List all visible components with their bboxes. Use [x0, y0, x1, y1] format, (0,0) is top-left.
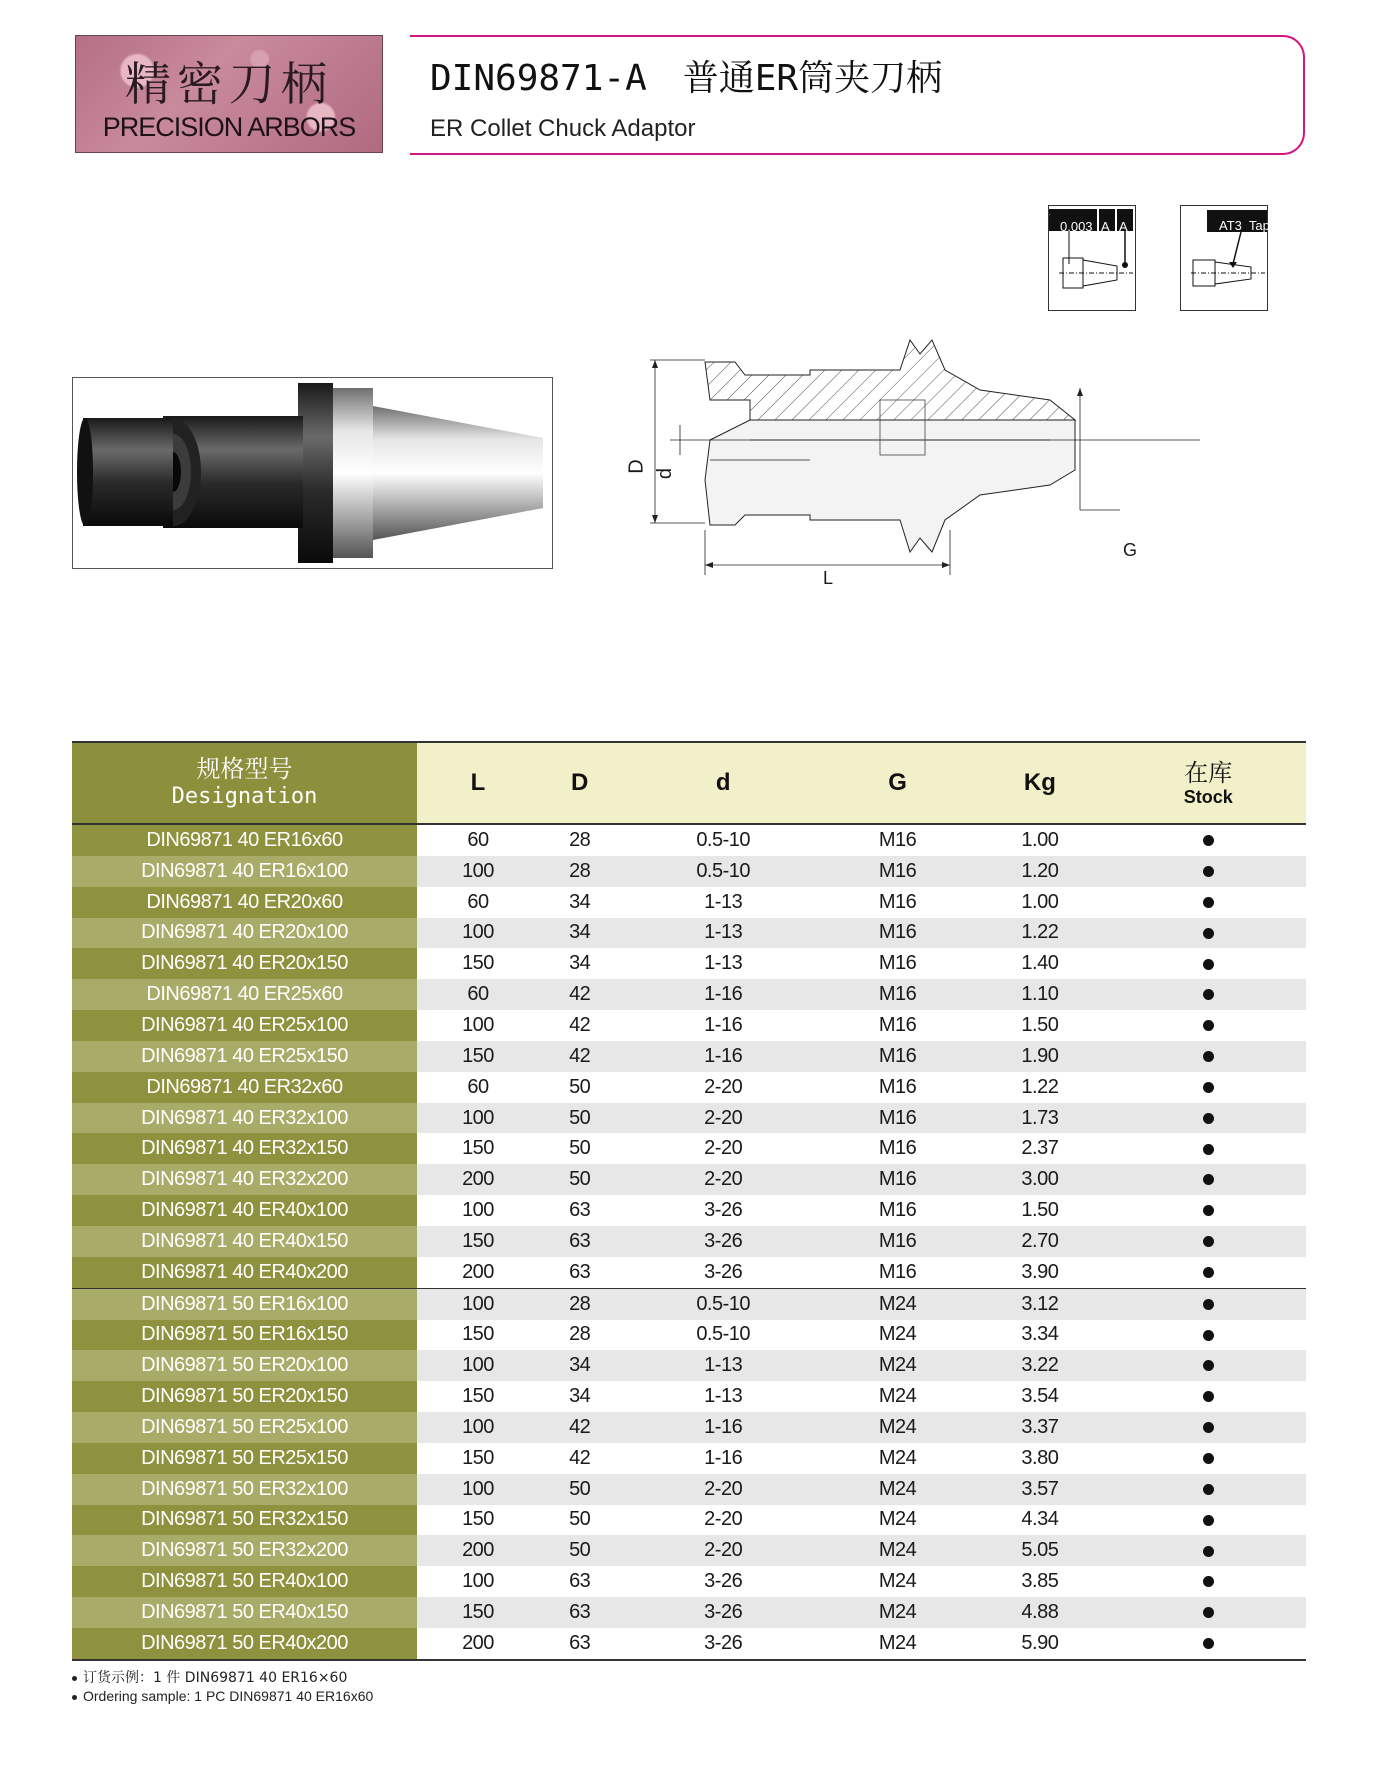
stock-cell	[1111, 1350, 1306, 1381]
stock-cell	[1111, 1505, 1306, 1536]
designation-cell: DIN69871 40 ER40x150	[72, 1226, 417, 1257]
dimension-label-L: L	[823, 568, 834, 588]
stock-cell	[1111, 1164, 1306, 1195]
spec-table-body	[72, 824, 1306, 1660]
in-stock-dot-icon	[1203, 1299, 1214, 1310]
table-row	[72, 1226, 1306, 1257]
d-outer-cell: 63	[539, 1257, 620, 1288]
d-outer-cell: 34	[539, 1381, 620, 1412]
g-cell: M24	[826, 1597, 969, 1628]
kg-cell: 2.70	[969, 1226, 1110, 1257]
d-outer-cell: 28	[539, 1288, 620, 1319]
in-stock-dot-icon	[1203, 1113, 1214, 1124]
ordering-notes	[72, 1668, 373, 1705]
table-row	[72, 1597, 1306, 1628]
kg-cell: 3.37	[969, 1412, 1110, 1443]
l-cell: 60	[417, 979, 539, 1010]
d-range-cell: 3-26	[620, 1226, 826, 1257]
d-range-cell: 0.5-10	[620, 824, 826, 856]
table-row	[72, 1010, 1306, 1041]
l-cell: 150	[417, 1226, 539, 1257]
in-stock-dot-icon	[1203, 1267, 1214, 1278]
d-range-cell: 3-26	[620, 1628, 826, 1660]
kg-cell: 3.22	[969, 1350, 1110, 1381]
g-cell: M16	[826, 1133, 969, 1164]
d-range-cell: 2-20	[620, 1474, 826, 1505]
g-cell: M24	[826, 1381, 969, 1412]
d-outer-cell: 34	[539, 948, 620, 979]
l-cell: 150	[417, 1041, 539, 1072]
in-stock-dot-icon	[1203, 1484, 1214, 1495]
l-cell: 150	[417, 948, 539, 979]
table-row	[72, 979, 1306, 1010]
in-stock-dot-icon	[1203, 1205, 1214, 1216]
l-cell: 100	[417, 1412, 539, 1443]
l-cell: 100	[417, 1566, 539, 1597]
kg-cell: 1.00	[969, 824, 1110, 856]
d-range-cell: 0.5-10	[620, 856, 826, 887]
d-outer-cell: 42	[539, 979, 620, 1010]
in-stock-dot-icon	[1203, 1638, 1214, 1649]
in-stock-dot-icon	[1203, 1576, 1214, 1587]
table-row	[72, 918, 1306, 949]
page-subtitle: ER Collet Chuck Adaptor	[430, 115, 696, 142]
g-cell: M24	[826, 1474, 969, 1505]
kg-cell: 1.20	[969, 856, 1110, 887]
g-cell: M16	[826, 979, 969, 1010]
designation-cell: DIN69871 50 ER40x100	[72, 1566, 417, 1597]
table-row	[72, 824, 1306, 856]
col-header-L: L	[417, 742, 539, 824]
in-stock-dot-icon	[1203, 1422, 1214, 1433]
spec-table	[72, 741, 1306, 1661]
designation-cell: DIN69871 50 ER32x150	[72, 1505, 417, 1536]
in-stock-dot-icon	[1203, 1082, 1214, 1093]
l-cell: 60	[417, 887, 539, 918]
in-stock-dot-icon	[1203, 1174, 1214, 1185]
col-header-stock: 在库 Stock	[1111, 742, 1306, 824]
stock-cell	[1111, 1226, 1306, 1257]
runout-value: 0.003	[1060, 219, 1093, 234]
kg-cell: 3.80	[969, 1443, 1110, 1474]
l-cell: 100	[417, 1195, 539, 1226]
designation-cell: DIN69871 40 ER32x150	[72, 1133, 417, 1164]
taper-symbol-box	[1180, 205, 1282, 311]
g-cell: M16	[826, 948, 969, 979]
kg-cell: 1.73	[969, 1103, 1110, 1134]
designation-cell: DIN69871 50 ER20x150	[72, 1381, 417, 1412]
d-outer-cell: 50	[539, 1164, 620, 1195]
designation-cell: DIN69871 50 ER25x100	[72, 1412, 417, 1443]
table-row	[72, 1103, 1306, 1134]
kg-cell: 1.22	[969, 918, 1110, 949]
table-row	[72, 887, 1306, 918]
designation-cell: DIN69871 40 ER20x100	[72, 918, 417, 949]
kg-cell: 3.34	[969, 1320, 1110, 1351]
stock-cell	[1111, 1195, 1306, 1226]
d-range-cell: 3-26	[620, 1257, 826, 1288]
designation-cell: DIN69871 50 ER32x100	[72, 1474, 417, 1505]
d-range-cell: 1-16	[620, 1412, 826, 1443]
l-cell: 100	[417, 918, 539, 949]
g-cell: M24	[826, 1505, 969, 1536]
table-row	[72, 1133, 1306, 1164]
stock-cell	[1111, 979, 1306, 1010]
designation-cell: DIN69871 40 ER32x60	[72, 1072, 417, 1103]
d-range-cell: 1-16	[620, 1010, 826, 1041]
designation-cell: DIN69871 40 ER32x200	[72, 1164, 417, 1195]
d-range-cell: 0.5-10	[620, 1320, 826, 1351]
ordering-sample-cn: 订货示例：1 件 DIN69871 40 ER16×60	[83, 1670, 348, 1686]
col-header-D: D	[539, 742, 620, 824]
kg-cell: 1.10	[969, 979, 1110, 1010]
g-cell: M16	[826, 1257, 969, 1288]
d-outer-cell: 28	[539, 1320, 620, 1351]
g-cell: M24	[826, 1320, 969, 1351]
stock-cell	[1111, 1597, 1306, 1628]
table-header-row	[72, 742, 1306, 824]
stock-cell	[1111, 1072, 1306, 1103]
in-stock-dot-icon	[1203, 1020, 1214, 1031]
kg-cell: 1.40	[969, 948, 1110, 979]
d-outer-cell: 63	[539, 1597, 620, 1628]
table-row	[72, 1381, 1306, 1412]
l-cell: 200	[417, 1535, 539, 1566]
designation-cell: DIN69871 50 ER25x150	[72, 1443, 417, 1474]
kg-cell: 1.22	[969, 1072, 1110, 1103]
in-stock-dot-icon	[1203, 1360, 1214, 1371]
d-outer-cell: 42	[539, 1443, 620, 1474]
l-cell: 100	[417, 856, 539, 887]
kg-cell: 4.88	[969, 1597, 1110, 1628]
designation-cell: DIN69871 40 ER20x60	[72, 887, 417, 918]
stock-cell	[1111, 1535, 1306, 1566]
d-range-cell: 2-20	[620, 1535, 826, 1566]
l-cell: 150	[417, 1505, 539, 1536]
l-cell: 100	[417, 1010, 539, 1041]
table-row	[72, 1041, 1306, 1072]
l-cell: 100	[417, 1103, 539, 1134]
stock-cell	[1111, 1412, 1306, 1443]
designation-cell: DIN69871 40 ER16x60	[72, 824, 417, 856]
g-cell: M24	[826, 1443, 969, 1474]
kg-cell: 3.54	[969, 1381, 1110, 1412]
g-cell: M24	[826, 1288, 969, 1319]
l-cell: 150	[417, 1381, 539, 1412]
kg-cell: 1.90	[969, 1041, 1110, 1072]
stock-cell	[1111, 1257, 1306, 1288]
g-cell: M16	[826, 824, 969, 856]
l-cell: 150	[417, 1133, 539, 1164]
designation-cell: DIN69871 40 ER20x150	[72, 948, 417, 979]
table-row	[72, 1628, 1306, 1660]
dimension-label-D: D	[625, 459, 648, 474]
d-outer-cell: 42	[539, 1412, 620, 1443]
kg-cell: 3.57	[969, 1474, 1110, 1505]
d-outer-cell: 34	[539, 918, 620, 949]
d-range-cell: 2-20	[620, 1164, 826, 1195]
datum-a-label-2: A	[1119, 219, 1128, 234]
g-cell: M16	[826, 1195, 969, 1226]
in-stock-dot-icon	[1203, 989, 1214, 1000]
in-stock-dot-icon	[1203, 928, 1214, 939]
d-outer-cell: 63	[539, 1628, 620, 1660]
l-cell: 60	[417, 824, 539, 856]
stock-cell	[1111, 1133, 1306, 1164]
product-photo	[72, 377, 553, 569]
d-range-cell: 1-13	[620, 1350, 826, 1381]
page-title: DIN69871-A 普通ER筒夹刀柄	[430, 58, 943, 99]
d-range-cell: 2-20	[620, 1133, 826, 1164]
in-stock-dot-icon	[1203, 897, 1214, 908]
d-range-cell: 2-20	[620, 1103, 826, 1134]
dimension-label-d: d	[654, 467, 677, 480]
table-row	[72, 1350, 1306, 1381]
table-row	[72, 1320, 1306, 1351]
g-cell: M16	[826, 1226, 969, 1257]
d-range-cell: 3-26	[620, 1566, 826, 1597]
designation-header: 规格型号 Designation	[72, 742, 417, 824]
g-cell: M16	[826, 1164, 969, 1195]
table-row	[72, 1535, 1306, 1566]
stock-cell	[1111, 856, 1306, 887]
in-stock-dot-icon	[1203, 1607, 1214, 1618]
in-stock-dot-icon	[1203, 1051, 1214, 1062]
designation-cell: DIN69871 40 ER25x150	[72, 1041, 417, 1072]
stock-cell	[1111, 1288, 1306, 1319]
dimension-label-G: G	[1123, 540, 1138, 560]
g-cell: M24	[826, 1566, 969, 1597]
designation-cell: DIN69871 40 ER16x100	[72, 856, 417, 887]
d-range-cell: 2-20	[620, 1505, 826, 1536]
d-range-cell: 3-26	[620, 1597, 826, 1628]
d-range-cell: 2-20	[620, 1072, 826, 1103]
l-cell: 150	[417, 1320, 539, 1351]
stock-cell	[1111, 1041, 1306, 1072]
g-cell: M16	[826, 1041, 969, 1072]
l-cell: 150	[417, 1443, 539, 1474]
stock-cell	[1111, 1320, 1306, 1351]
g-cell: M16	[826, 1072, 969, 1103]
in-stock-dot-icon	[1203, 1546, 1214, 1557]
in-stock-dot-icon	[1203, 959, 1214, 970]
taper-label: AT3 Taper	[1219, 218, 1282, 233]
table-row	[72, 1257, 1306, 1288]
designation-cell: DIN69871 50 ER16x100	[72, 1288, 417, 1319]
kg-cell: 3.90	[969, 1257, 1110, 1288]
runout-symbol-box	[1048, 205, 1136, 311]
d-outer-cell: 50	[539, 1535, 620, 1566]
l-cell: 200	[417, 1257, 539, 1288]
kg-cell: 5.90	[969, 1628, 1110, 1660]
l-cell: 100	[417, 1474, 539, 1505]
d-range-cell: 1-13	[620, 918, 826, 949]
d-range-cell: 0.5-10	[620, 1288, 826, 1319]
d-range-cell: 1-16	[620, 979, 826, 1010]
designation-cell: DIN69871 40 ER40x100	[72, 1195, 417, 1226]
table-row	[72, 1443, 1306, 1474]
table-row	[72, 1164, 1306, 1195]
d-outer-cell: 63	[539, 1226, 620, 1257]
collet-chuck-image	[73, 378, 552, 568]
in-stock-dot-icon	[1203, 1391, 1214, 1402]
d-outer-cell: 50	[539, 1505, 620, 1536]
col-header-d: d	[620, 742, 826, 824]
table-row	[72, 1412, 1306, 1443]
col-header-kg: Kg	[969, 742, 1110, 824]
stock-cell	[1111, 1628, 1306, 1660]
designation-cell: DIN69871 40 ER32x100	[72, 1103, 417, 1134]
stock-cell	[1111, 1010, 1306, 1041]
kg-cell: 3.12	[969, 1288, 1110, 1319]
designation-cell: DIN69871 40 ER40x200	[72, 1257, 417, 1288]
table-row	[72, 1195, 1306, 1226]
stock-cell	[1111, 948, 1306, 979]
table-row	[72, 948, 1306, 979]
brand-logo	[75, 35, 383, 153]
kg-cell: 4.34	[969, 1505, 1110, 1536]
d-outer-cell: 50	[539, 1133, 620, 1164]
designation-cell: DIN69871 50 ER20x100	[72, 1350, 417, 1381]
l-cell: 200	[417, 1164, 539, 1195]
table-row	[72, 1566, 1306, 1597]
g-cell: M16	[826, 918, 969, 949]
kg-cell: 5.05	[969, 1535, 1110, 1566]
g-cell: M24	[826, 1412, 969, 1443]
d-outer-cell: 63	[539, 1195, 620, 1226]
table-row	[72, 1474, 1306, 1505]
designation-cell: DIN69871 40 ER25x60	[72, 979, 417, 1010]
kg-cell: 1.50	[969, 1195, 1110, 1226]
technical-drawing	[610, 330, 1210, 620]
datum-a-label: A	[1101, 219, 1110, 234]
g-cell: M16	[826, 887, 969, 918]
kg-cell: 1.50	[969, 1010, 1110, 1041]
stock-cell	[1111, 1474, 1306, 1505]
designation-cell: DIN69871 50 ER32x200	[72, 1535, 417, 1566]
in-stock-dot-icon	[1203, 1515, 1214, 1526]
kg-cell: 2.37	[969, 1133, 1110, 1164]
g-cell: M16	[826, 1010, 969, 1041]
g-cell: M24	[826, 1628, 969, 1660]
g-cell: M16	[826, 856, 969, 887]
l-cell: 100	[417, 1350, 539, 1381]
d-outer-cell: 42	[539, 1010, 620, 1041]
stock-cell	[1111, 887, 1306, 918]
d-outer-cell: 50	[539, 1474, 620, 1505]
l-cell: 60	[417, 1072, 539, 1103]
d-range-cell: 1-16	[620, 1041, 826, 1072]
d-outer-cell: 50	[539, 1072, 620, 1103]
d-range-cell: 1-16	[620, 1443, 826, 1474]
g-cell: M24	[826, 1350, 969, 1381]
runout-diagram-icon	[1049, 206, 1135, 310]
table-row	[72, 1072, 1306, 1103]
d-range-cell: 3-26	[620, 1195, 826, 1226]
d-outer-cell: 28	[539, 856, 620, 887]
designation-cell: DIN69871 50 ER40x200	[72, 1628, 417, 1660]
d-range-cell: 1-13	[620, 887, 826, 918]
kg-cell: 1.00	[969, 887, 1110, 918]
d-range-cell: 1-13	[620, 1381, 826, 1412]
table-row	[72, 1505, 1306, 1536]
d-outer-cell: 63	[539, 1566, 620, 1597]
kg-cell: 3.00	[969, 1164, 1110, 1195]
stock-cell	[1111, 1381, 1306, 1412]
stock-cell	[1111, 1443, 1306, 1474]
stock-cell	[1111, 1103, 1306, 1134]
designation-cell: DIN69871 50 ER40x150	[72, 1597, 417, 1628]
designation-cell: DIN69871 50 ER16x150	[72, 1320, 417, 1351]
logo-chinese-text: 精密刀柄	[125, 57, 333, 111]
kg-cell: 3.85	[969, 1566, 1110, 1597]
in-stock-dot-icon	[1203, 1144, 1214, 1155]
l-cell: 200	[417, 1628, 539, 1660]
stock-cell	[1111, 918, 1306, 949]
table-row	[72, 1288, 1306, 1319]
d-outer-cell: 34	[539, 887, 620, 918]
table-row	[72, 856, 1306, 887]
stock-cell	[1111, 824, 1306, 856]
stock-cell	[1111, 1566, 1306, 1597]
d-outer-cell: 34	[539, 1350, 620, 1381]
g-cell: M24	[826, 1535, 969, 1566]
d-outer-cell: 50	[539, 1103, 620, 1134]
l-cell: 150	[417, 1597, 539, 1628]
g-cell: M16	[826, 1103, 969, 1134]
d-range-cell: 1-13	[620, 948, 826, 979]
in-stock-dot-icon	[1203, 1330, 1214, 1341]
in-stock-dot-icon	[1203, 1236, 1214, 1247]
d-outer-cell: 28	[539, 824, 620, 856]
logo-english-text: PRECISION ARBORS	[102, 112, 356, 142]
in-stock-dot-icon	[1203, 1453, 1214, 1464]
designation-cell: DIN69871 40 ER25x100	[72, 1010, 417, 1041]
l-cell: 100	[417, 1288, 539, 1319]
in-stock-dot-icon	[1203, 835, 1214, 846]
d-outer-cell: 42	[539, 1041, 620, 1072]
in-stock-dot-icon	[1203, 866, 1214, 877]
ordering-sample-en: Ordering sample: 1 PC DIN69871 40 ER16x60	[83, 1688, 374, 1704]
col-header-G: G	[826, 742, 969, 824]
